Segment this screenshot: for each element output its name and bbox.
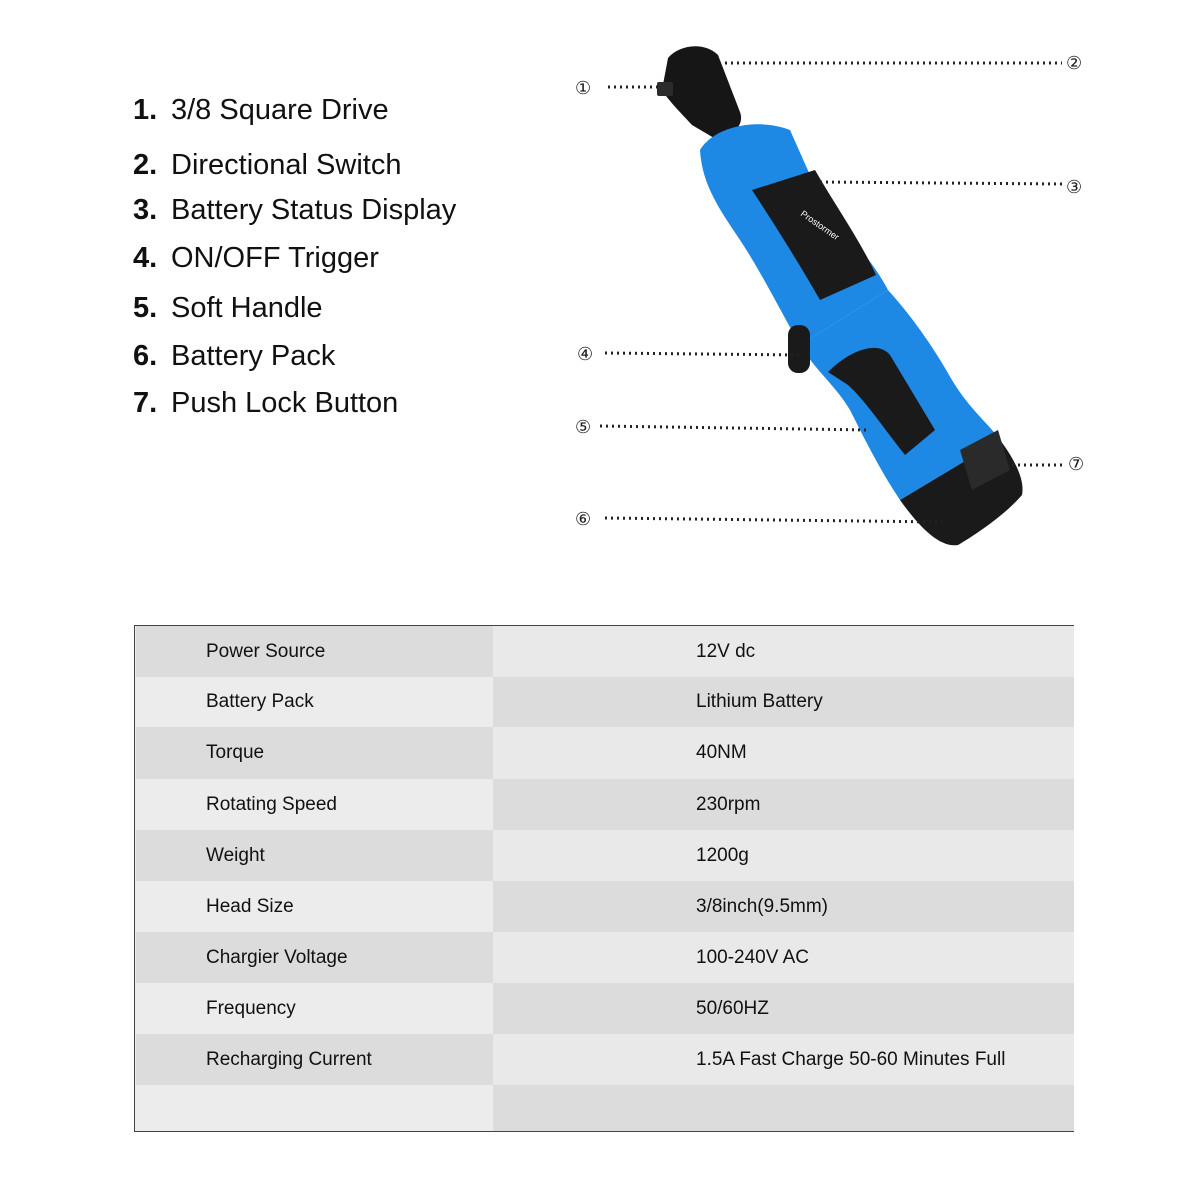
- callout-5: ⑤: [575, 417, 592, 438]
- spec-value: 50/60HZ: [493, 983, 1074, 1034]
- spec-value: Lithium Battery: [493, 677, 1074, 727]
- feature-number: 7.: [133, 387, 158, 419]
- spec-value: 1.5A Fast Charge 50-60 Minutes Full: [493, 1034, 1074, 1085]
- square-drive-icon: [657, 82, 673, 96]
- feature-number: 4.: [133, 242, 158, 274]
- spec-label: [136, 1085, 493, 1131]
- table-row: [136, 881, 1074, 932]
- feature-label: ON/OFF Trigger: [171, 242, 379, 274]
- feature-item-battery-status-display: [133, 192, 456, 228]
- table-row: [136, 983, 1074, 1034]
- feature-label: 3/8 Square Drive: [171, 94, 389, 126]
- table-row: [136, 779, 1074, 830]
- callout-7: ⑦: [1068, 454, 1085, 475]
- feature-label: Directional Switch: [171, 149, 402, 181]
- feature-number: 3.: [133, 194, 158, 226]
- callout-3: ③: [1066, 177, 1083, 198]
- feature-item-push-lock-button: [133, 385, 398, 421]
- feature-item-on-off-trigger: [133, 240, 379, 276]
- ratchet-head: [657, 46, 741, 138]
- table-row: [136, 677, 1074, 727]
- feature-number: 2.: [133, 149, 158, 181]
- spec-label: Chargier Voltage: [136, 932, 493, 983]
- ratchet-wrench-illustration: [560, 30, 1120, 570]
- feature-label: Soft Handle: [171, 292, 323, 324]
- spec-value: 100-240V AC: [493, 932, 1074, 983]
- spec-value: 40NM: [493, 727, 1074, 779]
- feature-number: 6.: [133, 340, 158, 372]
- table-row: [136, 1034, 1074, 1085]
- callout-1: ①: [575, 78, 592, 99]
- callout-6: ⑥: [575, 509, 592, 530]
- table-row: [136, 626, 1074, 677]
- table-row: [136, 932, 1074, 983]
- spec-label: Frequency: [136, 983, 493, 1034]
- spec-value: [493, 1085, 1074, 1131]
- spec-label: Rotating Speed: [136, 779, 493, 830]
- feature-item-square-drive: [133, 92, 389, 128]
- spec-label: Weight: [136, 830, 493, 881]
- feature-number: 1.: [133, 94, 158, 126]
- spec-value: 12V dc: [493, 626, 1074, 677]
- table-row: [136, 727, 1074, 779]
- spec-label: Torque: [136, 727, 493, 779]
- feature-label: Battery Pack: [171, 340, 336, 372]
- spec-label: Power Source: [136, 626, 493, 677]
- spec-table: [134, 625, 1074, 1132]
- spec-label: Battery Pack: [136, 677, 493, 727]
- feature-item-directional-switch: [133, 147, 401, 183]
- table-row: [136, 1085, 1074, 1131]
- brand-label: Prostormer: [798, 208, 842, 243]
- trigger-icon: [788, 325, 810, 373]
- table-row: [136, 830, 1074, 881]
- callout-2: ②: [1066, 53, 1083, 74]
- feature-label: Battery Status Display: [171, 194, 457, 226]
- spec-label: Head Size: [136, 881, 493, 932]
- feature-item-soft-handle: [133, 290, 323, 326]
- spec-label: Recharging Current: [136, 1034, 493, 1085]
- feature-label: Push Lock Button: [171, 387, 399, 419]
- feature-number: 5.: [133, 292, 158, 324]
- spec-value: 230rpm: [493, 779, 1074, 830]
- callout-4: ④: [577, 344, 594, 365]
- spec-value: 3/8inch(9.5mm): [493, 881, 1074, 932]
- spec-value: 1200g: [493, 830, 1074, 881]
- feature-item-battery-pack: [133, 338, 335, 374]
